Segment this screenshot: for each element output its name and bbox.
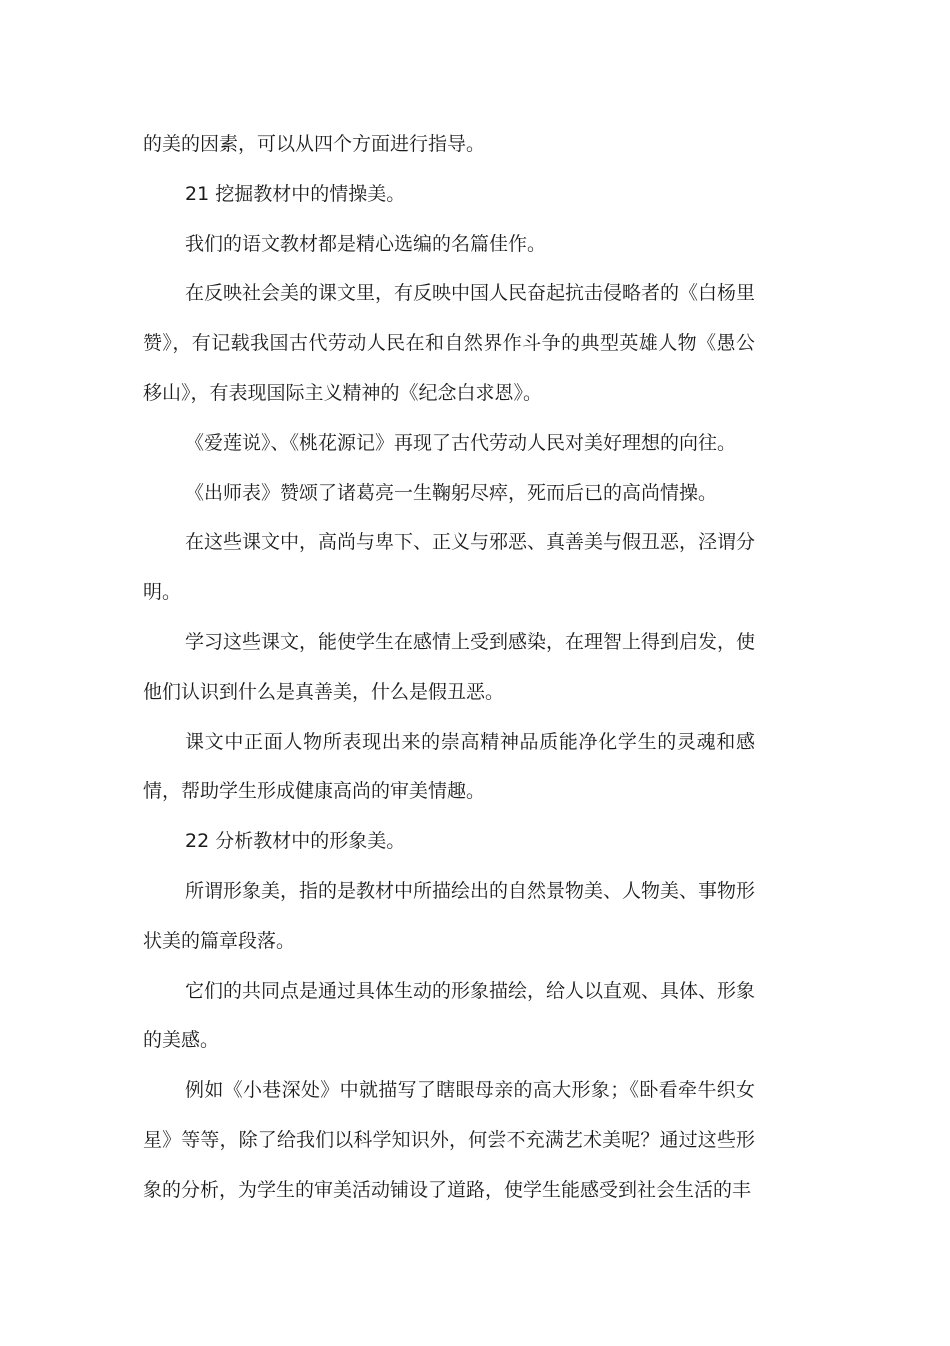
paragraph: 学习这些课文，能使学生在感情上受到感染，在理智上得到启发，使他们认识到什么是真善美，什么是假丑恶。 bbox=[143, 630, 756, 703]
document-body bbox=[143, 120, 755, 1216]
paragraph: 例如《小巷深处》中就描写了瞎眼母亲的高大形象；《卧看牵牛织女星》等等，除了给我们以科学知识外，何尝不充满艺术美呢？通过这些形象的分析，为学生的审美活动铺设了道路，使学生能感受到社会生活的丰 bbox=[143, 1079, 755, 1201]
paragraph: 《出师表》赞颂了诸葛亮一生鞠躬尽瘁，死而后已的高尚情操。 bbox=[185, 481, 718, 504]
paragraph: 所谓形象美，指的是教材中所描绘出的自然景物美、人物美、事物形状美的篇章段落。 bbox=[143, 879, 756, 952]
paragraph-continuation: 的美的因素，可以从四个方面进行指导。 bbox=[143, 133, 486, 155]
paragraph: 课文中正面人物所表现出来的崇高精神品质能净化学生的灵魂和感情，帮助学生形成健康高尚的审美情趣。 bbox=[143, 730, 755, 803]
paragraph: 我们的语文教材都是精心选编的名篇佳作。 bbox=[185, 232, 547, 255]
paragraph: 在这些课文中，高尚与卑下、正义与邪恶、真善美与假丑恶，泾谓分明。 bbox=[143, 531, 756, 604]
section-heading-21: 21 挖掘教材中的情操美。 bbox=[185, 182, 406, 205]
paragraph: 在反映社会美的课文里，有反映中国人民奋起抗击侵略者的《白杨里赞》，有记载我国古代劳动人民在和自然界作斗争的典型英雄人物《愚公移山》，有表现国际主义精神的《纪念白求恩》。 bbox=[143, 282, 756, 404]
paragraph: 它们的共同点是通过具体生动的形象描绘，给人以直观、具体、形象的美感。 bbox=[143, 979, 756, 1052]
section-heading-22: 22 分析教材中的形象美。 bbox=[185, 830, 406, 853]
paragraph: 《爱莲说》、《桃花源记》再现了古代劳动人民对美好理想的向往。 bbox=[185, 431, 737, 454]
